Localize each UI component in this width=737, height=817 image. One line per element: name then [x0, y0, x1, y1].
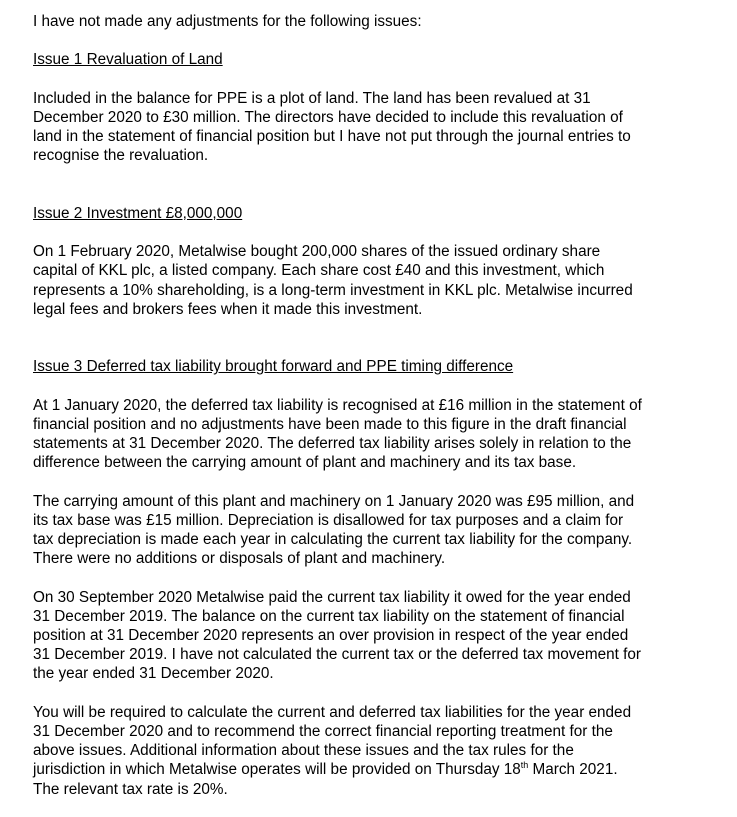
text-line: statements at 31 December 2020. The deferred tax liability arises solely in relation to the — [33, 435, 632, 453]
issue1-paragraph — [33, 89, 733, 166]
text-segment: March 2021. — [528, 761, 618, 779]
text-line: the year ended 31 December 2020. — [33, 665, 274, 683]
text-line: above issues. Additional information about these issues and the tax rules for the — [33, 742, 574, 760]
text-line: The relevant tax rate is 20%. — [33, 780, 228, 798]
intro-text: I have not made any adjustments for the following issues: — [33, 13, 422, 30]
text-segment: jurisdiction in which Metalwise operates will be provided on Thursday 18 — [33, 761, 521, 779]
text-line: recognise the revaluation. — [33, 147, 209, 165]
issue3-paragraph-2 — [33, 492, 733, 569]
text-line: You will be required to calculate the current and deferred tax liabilities for the year ended — [33, 703, 632, 721]
text-line: its tax base was £15 million. Depreciation is disallowed for tax purposes and a claim for — [33, 511, 624, 529]
text-line: Included in the balance for PPE is a plot of land. The land has been revalued at 31 — [33, 89, 591, 107]
text-line: position at 31 December 2020 represents an over provision in respect of the year ended — [33, 627, 629, 644]
text-line: represents a 10% shareholding, is a long-term investment in KKL plc. Metalwise incurred — [33, 281, 633, 299]
issue3-paragraph-3 — [33, 588, 733, 684]
text-line: There were no additions or disposals of plant and machinery. — [33, 550, 446, 568]
text-line: tax depreciation is made each year in calculating the current tax liability for the company. — [33, 531, 633, 549]
issue2-heading: Issue 2 Investment £8,000,000 — [33, 204, 243, 222]
text-line: 31 December 2019. I have not calculated the current tax or the deferred tax movement for — [33, 646, 641, 664]
text-line: difference between the carrying amount of plant and machinery and its tax base. — [33, 454, 577, 472]
text-line: 31 December 2019. The balance on the current tax liability on the statement of financial — [33, 607, 625, 625]
issue3-paragraph-1 — [33, 396, 733, 473]
text-line — [33, 760, 733, 779]
issue3-heading: Issue 3 Deferred tax liability brought forward and PPE timing difference — [33, 358, 514, 376]
text-line: On 1 February 2020, Metalwise bought 200,000 shares of the issued ordinary share — [33, 243, 601, 261]
text-line: 31 December 2020 and to recommend the correct financial reporting treatment for the — [33, 722, 613, 740]
superscript: th — [520, 760, 529, 771]
text-line: legal fees and brokers fees when it made this investment. — [33, 300, 423, 318]
issue2-paragraph — [33, 242, 733, 319]
text-line: The carrying amount of this plant and machinery on 1 January 2020 was £95 million, and — [33, 492, 635, 510]
text-line: land in the statement of financial position but I have not put through the journal entries to — [33, 128, 631, 146]
document — [33, 12, 733, 799]
text-line: At 1 January 2020, the deferred tax liability is recognised at £16 million in the statement of — [33, 396, 642, 414]
issue1-heading: Issue 1 Revaluation of Land — [33, 51, 223, 69]
text-line: financial position and no adjustments have been made to this figure in the draft financial — [33, 415, 627, 433]
text-line: capital of KKL plc, a listed company. Each share cost £40 and this investment, which — [33, 262, 605, 280]
text-line: December 2020 to £30 million. The directors have decided to include this revaluation of — [33, 108, 623, 126]
text-line: On 30 September 2020 Metalwise paid the current tax liability it owed for the year ended — [33, 588, 631, 606]
closing-paragraph — [33, 703, 733, 799]
